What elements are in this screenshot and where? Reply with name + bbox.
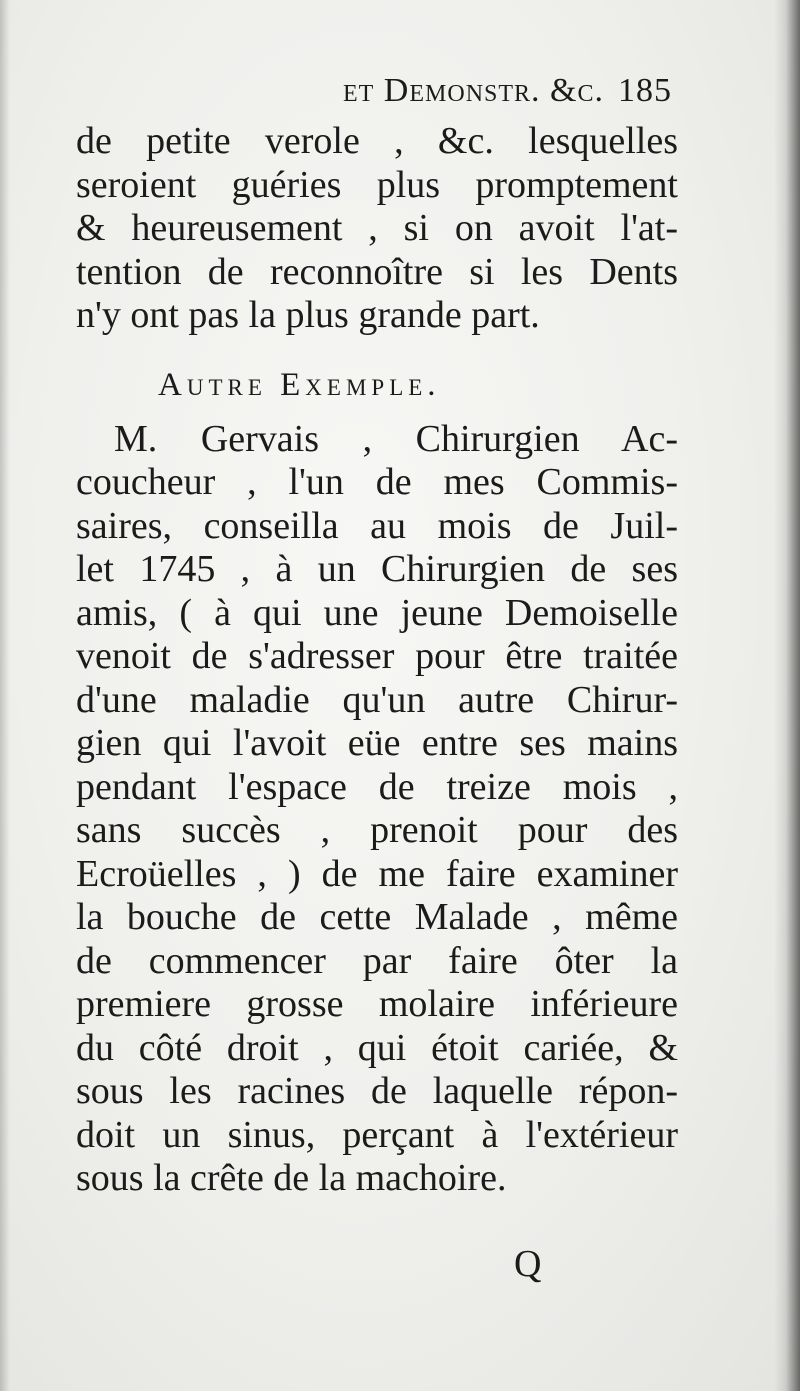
text-line: premiere grosse molaire inférieure [76,983,678,1025]
paragraph-2 [76,418,678,1201]
page-number: 185 [618,72,672,109]
text-line: saires, conseilla au mois de Juil- [76,504,678,547]
section-heading: Autre Exemple. [158,366,441,403]
text-line: de petite verole , &c. lesquelles [76,120,678,162]
text-line: n'y ont pas la plus grande part. [76,294,540,336]
running-head-title: et Demonstr. &c. [342,72,604,109]
page-left-shadow [0,0,10,1391]
text-block [76,62,678,1201]
text-line: la bouche de cette Malade , même [76,896,678,938]
text-line: gien qui l'avoit eüe entre ses mains [76,722,678,764]
text-line: seroient guéries plus promptement [76,163,678,206]
text-line: tention de reconnoître si les Dents [76,250,678,293]
text-line: du côté droit , qui étoit cariée, & [76,1026,678,1069]
text-line: sous la crête de la machoire. [76,1157,507,1199]
page-right-shadow [774,0,800,1391]
text-line: amis, ( à qui une jeune Demoiselle [76,591,678,634]
text-line: & heureusement , si on avoit l'at- [76,207,678,249]
text-line: sous les racines de laquelle répon- [76,1070,678,1112]
running-head [76,62,678,120]
paragraph-1 [76,120,678,338]
text-line: doit un sinus, perçant à l'extérieur [76,1113,678,1156]
text-line: coucheur , l'un de mes Commis- [76,461,678,503]
text-line: pendant l'espace de treize mois , [76,765,678,808]
text-line: sans succès , prenoit pour des [76,809,678,851]
text-line: let 1745 , à un Chirurgien de ses [76,548,678,590]
text-line: M. Gervais , Chirurgien Ac- [114,417,678,460]
text-line: Ecroüelles , ) de me faire examiner [76,852,678,895]
catchword: Q [514,1243,542,1285]
text-line: d'une maladie qu'un autre Chirur- [76,678,678,721]
text-line: venoit de s'adresser pour être traitée [76,635,678,677]
text-line: de commencer par faire ôter la [76,939,678,982]
